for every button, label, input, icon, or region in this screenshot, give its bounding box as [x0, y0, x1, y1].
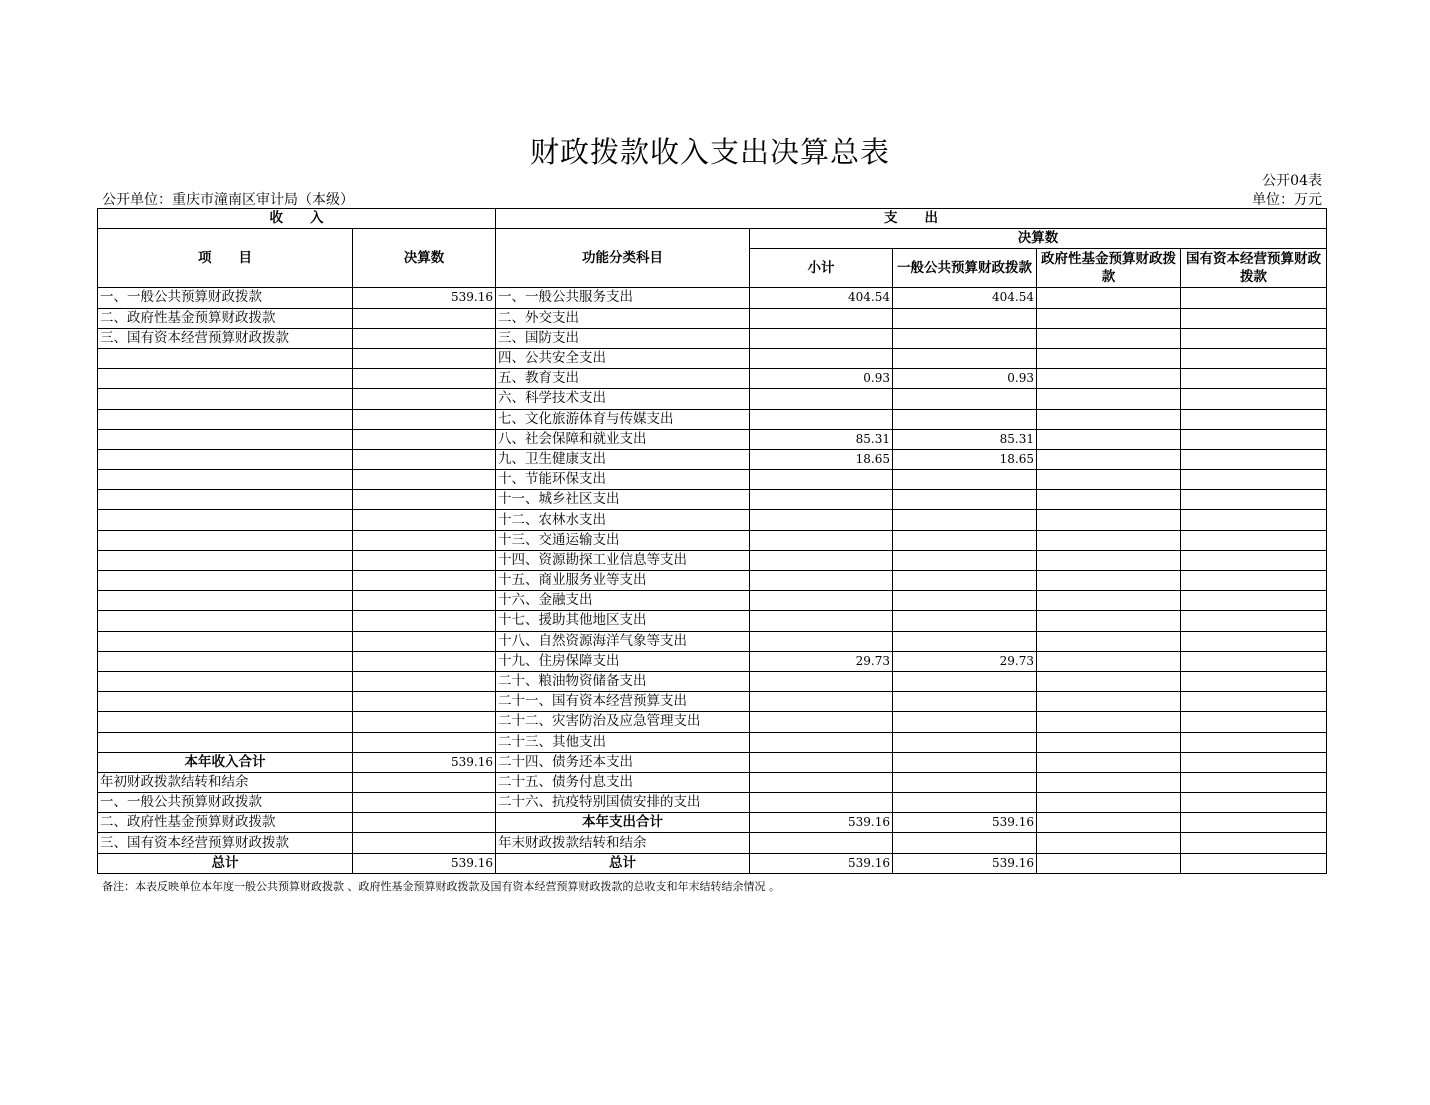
- gov-fund-cell: [1037, 853, 1181, 873]
- state-capital-cell: [1181, 712, 1327, 732]
- state-capital-header: 国有资本经营预算财政拨款: [1181, 249, 1327, 288]
- general-budget-cell: 18.65: [893, 449, 1037, 469]
- expense-item-cell: 十二、农林水支出: [496, 510, 750, 530]
- general-budget-cell: [893, 671, 1037, 691]
- header-row-1: [98, 209, 1327, 229]
- subtotal-cell: [750, 671, 893, 691]
- gov-fund-cell: [1037, 348, 1181, 368]
- expense-item-cell: 二十一、国有资本经营预算支出: [496, 692, 750, 712]
- state-capital-cell: [1181, 409, 1327, 429]
- table-row: [98, 692, 1327, 712]
- gov-fund-cell: [1037, 288, 1181, 308]
- general-budget-cell: [893, 631, 1037, 651]
- subtotal-cell: 18.65: [750, 449, 893, 469]
- general-budget-cell: [893, 692, 1037, 712]
- general-budget-cell: [893, 732, 1037, 752]
- table-row: [98, 712, 1327, 732]
- income-amount-cell: [353, 510, 496, 530]
- table-row: [98, 288, 1327, 308]
- table-row: [98, 369, 1327, 389]
- expense-item-cell: 七、文化旅游体育与传媒支出: [496, 409, 750, 429]
- table-row: [98, 631, 1327, 651]
- expense-item-cell: 九、卫生健康支出: [496, 449, 750, 469]
- expense-item-cell: 十五、商业服务业等支出: [496, 571, 750, 591]
- gov-fund-cell: [1037, 752, 1181, 772]
- gov-fund-cell: [1037, 429, 1181, 449]
- amount-header: 决算数: [353, 229, 496, 288]
- general-budget-cell: [893, 752, 1037, 772]
- state-capital-cell: [1181, 530, 1327, 550]
- income-item-cell: 一、一般公共预算财政拨款: [98, 288, 353, 308]
- table-row: [98, 550, 1327, 570]
- income-amount-cell: [353, 692, 496, 712]
- state-capital-cell: [1181, 611, 1327, 631]
- gov-fund-cell: [1037, 530, 1181, 550]
- gov-fund-cell: [1037, 671, 1181, 691]
- income-item-cell: 一、一般公共预算财政拨款: [98, 793, 353, 813]
- income-amount-cell: [353, 389, 496, 409]
- general-budget-cell: [893, 712, 1037, 732]
- gov-fund-cell: [1037, 591, 1181, 611]
- expense-item-cell: 二十二、灾害防治及应急管理支出: [496, 712, 750, 732]
- table-row: [98, 772, 1327, 792]
- income-item-cell: 三、国有资本经营预算财政拨款: [98, 328, 353, 348]
- state-capital-cell: [1181, 490, 1327, 510]
- subtotal-cell: [750, 490, 893, 510]
- general-budget-cell: [893, 510, 1037, 530]
- general-budget-cell: [893, 328, 1037, 348]
- subtotal-cell: 539.16: [750, 813, 893, 833]
- income-amount-cell: [353, 449, 496, 469]
- income-header: 收 入: [98, 209, 496, 229]
- income-amount-cell: [353, 369, 496, 389]
- income-amount-cell: [353, 671, 496, 691]
- table-row: [98, 449, 1327, 469]
- expense-item-cell: 十四、资源勘探工业信息等支出: [496, 550, 750, 570]
- income-item-cell: 本年收入合计: [98, 752, 353, 772]
- gov-fund-cell: [1037, 732, 1181, 752]
- state-capital-cell: [1181, 328, 1327, 348]
- income-item-cell: [98, 631, 353, 651]
- state-capital-cell: [1181, 429, 1327, 449]
- gov-fund-cell: [1037, 712, 1181, 732]
- subtotal-cell: [750, 591, 893, 611]
- table-row: [98, 389, 1327, 409]
- state-capital-cell: [1181, 308, 1327, 328]
- general-budget-cell: 85.31: [893, 429, 1037, 449]
- expense-item-cell: 六、科学技术支出: [496, 389, 750, 409]
- income-amount-cell: [353, 651, 496, 671]
- general-budget-cell: [893, 550, 1037, 570]
- general-budget-cell: [893, 389, 1037, 409]
- state-capital-cell: [1181, 772, 1327, 792]
- table-row: [98, 833, 1327, 853]
- subtotal-cell: [750, 571, 893, 591]
- general-budget-cell: [893, 793, 1037, 813]
- expense-item-cell: 十三、交通运输支出: [496, 530, 750, 550]
- income-amount-cell: [353, 772, 496, 792]
- general-budget-header: 一般公共预算财政拨款: [893, 249, 1037, 288]
- subtotal-cell: [750, 308, 893, 328]
- general-budget-cell: [893, 490, 1037, 510]
- income-item-cell: [98, 348, 353, 368]
- item-header: 项 目: [98, 229, 353, 288]
- general-budget-cell: [893, 409, 1037, 429]
- table-row: [98, 671, 1327, 691]
- income-amount-cell: [353, 328, 496, 348]
- expense-item-cell: 十一、城乡社区支出: [496, 490, 750, 510]
- income-item-cell: 年初财政拨款结转和结余: [98, 772, 353, 792]
- table-row: [98, 409, 1327, 429]
- table-row: [98, 591, 1327, 611]
- state-capital-cell: [1181, 813, 1327, 833]
- table-row: [98, 853, 1327, 873]
- expense-item-cell: 八、社会保障和就业支出: [496, 429, 750, 449]
- table-row: [98, 348, 1327, 368]
- expense-item-cell: 二十五、债务付息支出: [496, 772, 750, 792]
- gov-fund-cell: [1037, 571, 1181, 591]
- general-budget-cell: [893, 308, 1037, 328]
- table-row: [98, 611, 1327, 631]
- state-capital-cell: [1181, 651, 1327, 671]
- expense-item-cell: 三、国防支出: [496, 328, 750, 348]
- table-row: [98, 308, 1327, 328]
- expense-item-cell: 二、外交支出: [496, 308, 750, 328]
- gov-fund-cell: [1037, 369, 1181, 389]
- income-item-cell: [98, 510, 353, 530]
- state-capital-cell: [1181, 288, 1327, 308]
- general-budget-cell: 539.16: [893, 853, 1037, 873]
- gov-fund-cell: [1037, 651, 1181, 671]
- gov-fund-cell: [1037, 793, 1181, 813]
- gov-fund-cell: [1037, 510, 1181, 530]
- table-row: [98, 793, 1327, 813]
- subtotal-cell: [750, 631, 893, 651]
- state-capital-cell: [1181, 571, 1327, 591]
- state-capital-cell: [1181, 853, 1327, 873]
- table-row: [98, 571, 1327, 591]
- final-amount-header: 决算数: [750, 229, 1327, 249]
- gov-fund-cell: [1037, 611, 1181, 631]
- income-item-cell: 三、国有资本经营预算财政拨款: [98, 833, 353, 853]
- gov-fund-cell: [1037, 550, 1181, 570]
- income-amount-cell: [353, 571, 496, 591]
- income-item-cell: [98, 712, 353, 732]
- income-item-cell: [98, 732, 353, 752]
- expense-item-cell: 二十、粮油物资储备支出: [496, 671, 750, 691]
- income-amount-cell: [353, 409, 496, 429]
- gov-fund-cell: [1037, 490, 1181, 510]
- gov-fund-cell: [1037, 389, 1181, 409]
- income-item-cell: [98, 571, 353, 591]
- state-capital-cell: [1181, 833, 1327, 853]
- page-title: 财政拨款收入支出决算总表: [529, 135, 890, 169]
- income-amount-cell: [353, 833, 496, 853]
- income-item-cell: [98, 389, 353, 409]
- state-capital-cell: [1181, 752, 1327, 772]
- subtotal-cell: [750, 510, 893, 530]
- income-amount-cell: [353, 631, 496, 651]
- table-row: [98, 752, 1327, 772]
- table-row: [98, 530, 1327, 550]
- expense-item-cell: 年末财政拨款结转和结余: [496, 833, 750, 853]
- income-item-cell: [98, 591, 353, 611]
- table-row: [98, 470, 1327, 490]
- gov-fund-cell: [1037, 772, 1181, 792]
- subtotal-cell: [750, 752, 893, 772]
- income-amount-cell: [353, 591, 496, 611]
- expense-item-cell: 二十三、其他支出: [496, 732, 750, 752]
- header-row-2: [98, 229, 1327, 249]
- gov-fund-cell: [1037, 328, 1181, 348]
- income-amount-cell: [353, 712, 496, 732]
- subtotal-cell: [750, 550, 893, 570]
- income-item-cell: [98, 490, 353, 510]
- table-row: [98, 429, 1327, 449]
- income-item-cell: [98, 550, 353, 570]
- expense-header: 支 出: [496, 209, 1327, 229]
- expense-item-cell: 十七、援助其他地区支出: [496, 611, 750, 631]
- state-capital-cell: [1181, 793, 1327, 813]
- currency-unit: 单位：万元: [1252, 192, 1322, 208]
- state-capital-cell: [1181, 389, 1327, 409]
- income-item-cell: [98, 530, 353, 550]
- income-item-cell: 总计: [98, 853, 353, 873]
- subtotal-cell: [750, 692, 893, 712]
- income-amount-cell: [353, 429, 496, 449]
- gov-fund-cell: [1037, 449, 1181, 469]
- subtotal-cell: [750, 328, 893, 348]
- gov-fund-cell: [1037, 833, 1181, 853]
- expense-item-cell: 本年支出合计: [496, 813, 750, 833]
- subtotal-cell: [750, 833, 893, 853]
- general-budget-cell: [893, 530, 1037, 550]
- income-amount-cell: [353, 470, 496, 490]
- expense-item-cell: 总计: [496, 853, 750, 873]
- table-row: [98, 651, 1327, 671]
- income-item-cell: [98, 671, 353, 691]
- income-amount-cell: [353, 813, 496, 833]
- gov-fund-header: 政府性基金预算财政拨款: [1037, 249, 1181, 288]
- subtotal-cell: [750, 530, 893, 550]
- expense-item-cell: 五、教育支出: [496, 369, 750, 389]
- gov-fund-cell: [1037, 308, 1181, 328]
- general-budget-cell: 0.93: [893, 369, 1037, 389]
- income-amount-cell: [353, 550, 496, 570]
- gov-fund-cell: [1037, 409, 1181, 429]
- subtotal-cell: 404.54: [750, 288, 893, 308]
- expense-item-cell: 十、节能环保支出: [496, 470, 750, 490]
- income-item-cell: [98, 651, 353, 671]
- gov-fund-cell: [1037, 692, 1181, 712]
- footnote: 备注：本表反映单位本年度一般公共预算财政拨款 、政府性基金预算财政拨款及国有资本经营预算财政拨款的总收支和年末结转结余情况 。: [102, 880, 780, 893]
- subtotal-cell: 0.93: [750, 369, 893, 389]
- income-amount-cell: [353, 348, 496, 368]
- income-amount-cell: [353, 732, 496, 752]
- state-capital-cell: [1181, 470, 1327, 490]
- state-capital-cell: [1181, 732, 1327, 752]
- subtotal-cell: 29.73: [750, 651, 893, 671]
- subtotal-cell: [750, 611, 893, 631]
- income-item-cell: [98, 470, 353, 490]
- expense-item-cell: 十六、金融支出: [496, 591, 750, 611]
- state-capital-cell: [1181, 671, 1327, 691]
- budget-summary-table: [97, 208, 1327, 874]
- income-item-cell: [98, 449, 353, 469]
- state-capital-cell: [1181, 692, 1327, 712]
- expense-item-cell: 二十四、债务还本支出: [496, 752, 750, 772]
- table-row: [98, 732, 1327, 752]
- general-budget-cell: [893, 348, 1037, 368]
- income-item-cell: 二、政府性基金预算财政拨款: [98, 308, 353, 328]
- reporting-unit: 公开单位：重庆市潼南区审计局（本级）: [102, 192, 354, 208]
- income-item-cell: [98, 429, 353, 449]
- subtotal-cell: [750, 712, 893, 732]
- income-amount-cell: 539.16: [353, 288, 496, 308]
- income-amount-cell: [353, 611, 496, 631]
- state-capital-cell: [1181, 550, 1327, 570]
- general-budget-cell: [893, 833, 1037, 853]
- income-amount-cell: [353, 308, 496, 328]
- gov-fund-cell: [1037, 470, 1181, 490]
- expense-item-cell: 十八、自然资源海洋气象等支出: [496, 631, 750, 651]
- general-budget-cell: [893, 591, 1037, 611]
- expense-item-cell: 十九、住房保障支出: [496, 651, 750, 671]
- subtotal-cell: 85.31: [750, 429, 893, 449]
- income-amount-cell: [353, 490, 496, 510]
- general-budget-cell: 29.73: [893, 651, 1037, 671]
- income-amount-cell: [353, 793, 496, 813]
- subtotal-cell: [750, 772, 893, 792]
- subtotal-cell: [750, 409, 893, 429]
- income-amount-cell: [353, 530, 496, 550]
- state-capital-cell: [1181, 591, 1327, 611]
- subtotal-cell: [750, 732, 893, 752]
- income-amount-cell: 539.16: [353, 853, 496, 873]
- gov-fund-cell: [1037, 813, 1181, 833]
- income-item-cell: [98, 611, 353, 631]
- income-item-cell: [98, 692, 353, 712]
- table-row: [98, 328, 1327, 348]
- state-capital-cell: [1181, 369, 1327, 389]
- income-amount-cell: 539.16: [353, 752, 496, 772]
- state-capital-cell: [1181, 449, 1327, 469]
- expense-item-cell: 四、公共安全支出: [496, 348, 750, 368]
- expense-item-cell: 一、一般公共服务支出: [496, 288, 750, 308]
- state-capital-cell: [1181, 510, 1327, 530]
- state-capital-cell: [1181, 348, 1327, 368]
- state-capital-cell: [1181, 631, 1327, 651]
- general-budget-cell: [893, 611, 1037, 631]
- general-budget-cell: [893, 470, 1037, 490]
- general-budget-cell: 539.16: [893, 813, 1037, 833]
- gov-fund-cell: [1037, 631, 1181, 651]
- income-item-cell: [98, 409, 353, 429]
- general-budget-cell: [893, 571, 1037, 591]
- table-row: [98, 813, 1327, 833]
- table-row: [98, 510, 1327, 530]
- form-number: 公开04表: [1262, 173, 1322, 189]
- subtotal-cell: [750, 389, 893, 409]
- expense-item-cell: 二十六、抗疫特别国债安排的支出: [496, 793, 750, 813]
- func-class-header: 功能分类科目: [496, 229, 750, 288]
- subtotal-cell: 539.16: [750, 853, 893, 873]
- subtotal-cell: [750, 348, 893, 368]
- general-budget-cell: [893, 772, 1037, 792]
- subtotal-cell: [750, 793, 893, 813]
- table-row: [98, 490, 1327, 510]
- income-item-cell: [98, 369, 353, 389]
- subtotal-header: 小计: [750, 249, 893, 288]
- general-budget-cell: 404.54: [893, 288, 1037, 308]
- income-item-cell: 二、政府性基金预算财政拨款: [98, 813, 353, 833]
- subtotal-cell: [750, 470, 893, 490]
